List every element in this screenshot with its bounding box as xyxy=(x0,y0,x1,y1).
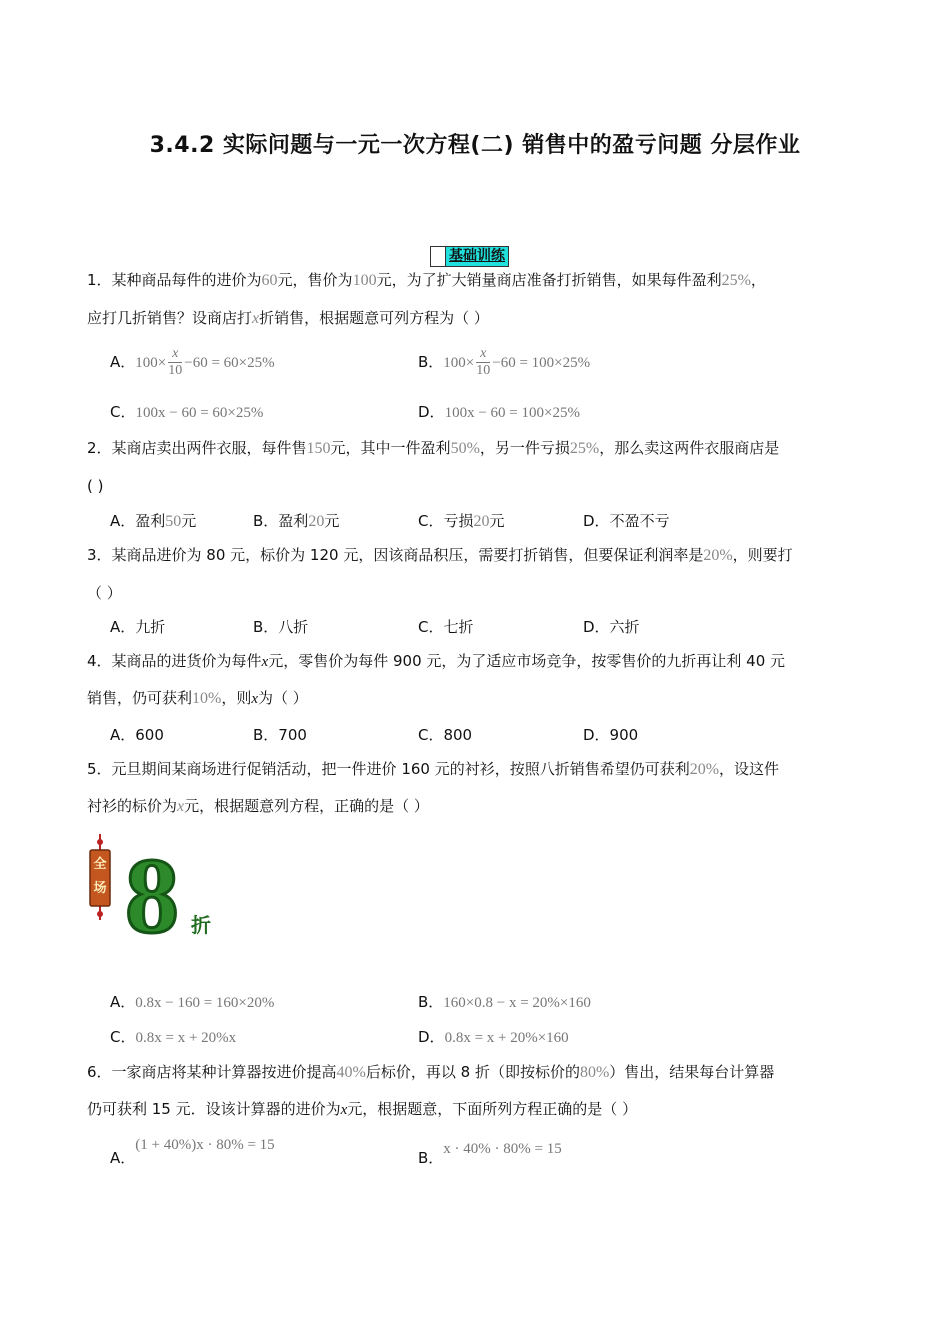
q1-line1 xyxy=(87,270,766,291)
q4-text: 为（ ） xyxy=(258,689,308,707)
banner-number: 8 xyxy=(125,837,179,944)
option-text: 元 xyxy=(489,512,505,530)
option-label: A． xyxy=(110,512,136,530)
q4-var-x: x xyxy=(251,691,259,707)
option-text: 元 xyxy=(181,512,197,530)
fraction xyxy=(476,346,490,379)
math: −60 = 60×25% xyxy=(184,355,275,371)
q3-text: 3．某商品进价为 80 元，标价为 120 元，因该商品积压，需要打折销售，但要保证利润率是 xyxy=(87,546,704,564)
option-label: A． xyxy=(110,993,136,1011)
option-text: 不盈不亏 xyxy=(609,512,670,530)
q1-var-x: x xyxy=(252,310,260,327)
option-text: 盈利 xyxy=(278,512,309,530)
fraction-num: x xyxy=(168,346,182,363)
q6-option-b xyxy=(418,1138,562,1167)
fraction xyxy=(168,346,182,379)
q2-text: 元，其中一件盈利 xyxy=(330,439,451,457)
math: 0.8x − 160 = 160×20% xyxy=(135,995,275,1011)
option-text: 亏损 xyxy=(443,512,474,530)
option-label: A． xyxy=(110,1149,136,1167)
q5-line2 xyxy=(87,796,429,817)
section-tag xyxy=(430,246,509,267)
option-label: B． xyxy=(253,512,279,530)
q4-text: ，则 xyxy=(221,689,252,707)
q2-math: 150 xyxy=(306,440,331,457)
math: 50 xyxy=(165,513,182,530)
fraction-den: 10 xyxy=(476,363,491,378)
option-label: C． xyxy=(110,1028,136,1046)
math: 100x − 60 = 100×25% xyxy=(444,405,580,421)
banner-tag-char1: 全 xyxy=(93,857,107,872)
q2-option-d xyxy=(583,511,670,531)
q2-text: 2．某商店卖出两件衣服，每件售 xyxy=(87,439,307,457)
q4-var-x: x xyxy=(261,654,269,670)
sale-banner-image xyxy=(88,834,218,944)
q3-option-a: A．九折 xyxy=(110,618,166,636)
banner-knot xyxy=(97,911,103,917)
q4-text: 销售，仍可获利 xyxy=(87,689,193,707)
q4-option-d: D．900 xyxy=(583,726,639,744)
q1-line2 xyxy=(87,308,489,329)
q2-text: ，另一件亏损 xyxy=(479,439,570,457)
banner-tag-char2: 场 xyxy=(93,881,107,896)
banner-knot xyxy=(97,839,103,845)
option-label: B． xyxy=(418,1149,444,1167)
q5-option-a xyxy=(110,992,274,1013)
option-label: A． xyxy=(110,353,136,371)
math: 20 xyxy=(473,513,490,530)
q5-line1 xyxy=(87,759,779,780)
q5-option-d xyxy=(418,1027,569,1048)
option-text: 元 xyxy=(324,512,340,530)
q6-text: 仍可获利 15 元．设该计算器的进价为 xyxy=(87,1100,341,1118)
fraction-num: x xyxy=(476,346,490,363)
option-label: C． xyxy=(110,403,136,421)
math: 160×0.8 − x = 20%×160 xyxy=(443,995,591,1011)
math: x · 40% · 80% = 15 xyxy=(443,1141,562,1157)
q5-text: 5．元旦期间某商场进行促销活动，把一件进价 160 元的衬衫，按照八折销售希望仍可获利 xyxy=(87,760,690,778)
math: 100× xyxy=(443,355,475,371)
q6-text: ）售出，结果每台计算器 xyxy=(609,1063,775,1081)
option-label: D． xyxy=(418,1028,445,1046)
q6-line2 xyxy=(87,1099,637,1120)
q2-line2: ( ) xyxy=(87,477,104,495)
option-label: C． xyxy=(418,512,444,530)
q4-line1 xyxy=(87,651,785,672)
q6-var-x: x xyxy=(340,1102,348,1118)
q5-text: 元，根据题意列方程，正确的是（ ） xyxy=(184,797,429,815)
q2-text: ，那么卖这两件衣服商店是 xyxy=(599,439,780,457)
math: 0.8x = x + 20%×160 xyxy=(444,1030,569,1046)
q2-line1 xyxy=(87,438,779,459)
q3-text: ，则要打 xyxy=(732,546,793,564)
math: 100x − 60 = 60×25% xyxy=(135,405,264,421)
math: 0.8x = x + 20%x xyxy=(135,1030,237,1046)
q1-text: 应打几折销售？设商店打 xyxy=(87,309,253,327)
option-label: D． xyxy=(583,512,610,530)
q6-line1 xyxy=(87,1062,774,1083)
option-label: B． xyxy=(418,993,444,1011)
q3-line1 xyxy=(87,545,793,566)
math: (1 + 40%)x · 80% = 15 xyxy=(135,1137,275,1153)
q1-option-d xyxy=(418,402,580,423)
q6-math: 40% xyxy=(336,1064,366,1081)
q1-math-25: 25% xyxy=(721,272,751,289)
q6-text: 6．一家商店将某种计算器按进价提高 xyxy=(87,1063,337,1081)
q4-line2 xyxy=(87,688,308,709)
fraction-den: 10 xyxy=(168,363,183,378)
math: −60 = 100×25% xyxy=(492,355,591,371)
q1-text: 1．某种商品每件的进价为 xyxy=(87,271,262,289)
q1-option-b xyxy=(418,346,590,379)
q1-option-a xyxy=(110,346,275,379)
q6-option-a xyxy=(110,1134,275,1167)
q2-math: 50% xyxy=(450,440,480,457)
banner-zhe: 折 xyxy=(191,913,211,937)
q1-math-100: 100 xyxy=(352,272,377,289)
q4-math: 10% xyxy=(192,690,222,707)
q4-text: 元，零售价为每件 900 元，为了适应市场竞争，按零售价的九折再让利 40 元 xyxy=(268,652,786,670)
q6-math: 80% xyxy=(579,1064,610,1081)
q3-math: 20% xyxy=(703,547,733,564)
q6-text: 元，根据题意，下面所列方程正确的是（ ） xyxy=(347,1100,638,1118)
math: 100× xyxy=(135,355,167,371)
q5-math: 20% xyxy=(689,761,720,778)
q1-math-60: 60 xyxy=(261,272,278,289)
option-label: D． xyxy=(418,403,445,421)
math: 20 xyxy=(308,513,325,530)
q3-option-b: B．八折 xyxy=(253,618,309,636)
q2-option-b xyxy=(253,511,339,532)
q4-option-a: A．600 xyxy=(110,726,164,744)
q4-text: 4．某商品的进货价为每件 xyxy=(87,652,262,670)
q1-text: 折销售，根据题意可列方程为（ ） xyxy=(259,309,489,327)
option-text: 盈利 xyxy=(135,512,166,530)
q5-text: ，设这件 xyxy=(719,760,780,778)
section-tag-box xyxy=(431,247,446,266)
q3-option-c: C．七折 xyxy=(418,618,474,636)
q2-math: 25% xyxy=(569,440,600,457)
q2-option-a xyxy=(110,511,196,532)
q1-text: 元，售价为 xyxy=(277,271,353,289)
q4-option-c: C．800 xyxy=(418,726,473,744)
option-label: B． xyxy=(418,353,444,371)
q3-line2: （ ） xyxy=(87,584,122,602)
q3-option-d: D．六折 xyxy=(583,618,640,636)
q5-text: 衬衫的标价为 xyxy=(87,797,178,815)
q5-option-b xyxy=(418,992,591,1013)
q1-option-c xyxy=(110,402,263,423)
q1-text: 元，为了扩大销量商店准备打折销售，如果每件盈利 xyxy=(376,271,722,289)
q5-option-c xyxy=(110,1027,236,1048)
section-tag-label: 基础训练 xyxy=(446,247,508,266)
q4-option-b: B．700 xyxy=(253,726,307,744)
q5-var-x: x xyxy=(177,798,185,815)
q1-text: ， xyxy=(750,271,766,289)
q2-option-c xyxy=(418,511,505,532)
page-title: 3.4.2 实际问题与一元一次方程(二) 销售中的盈亏问题 分层作业 xyxy=(149,133,801,158)
q6-text: 后标价，再以 8 折（即按标价的 xyxy=(365,1063,580,1081)
